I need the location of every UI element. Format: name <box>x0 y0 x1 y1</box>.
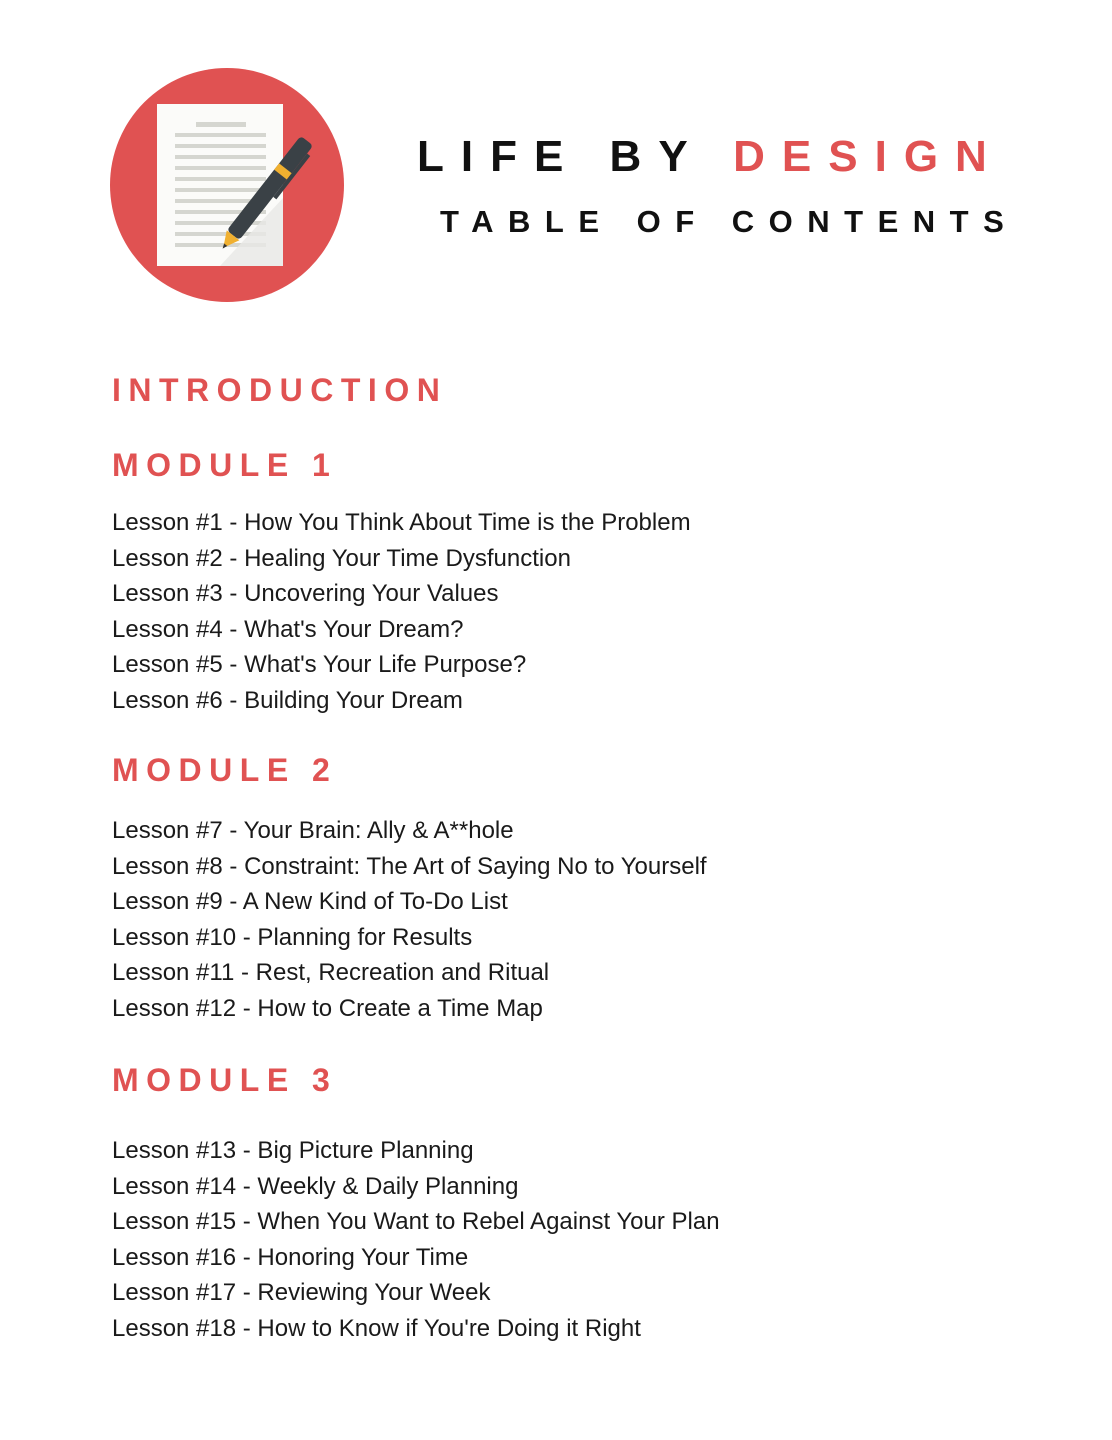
lesson-item: Lesson #15 - When You Want to Rebel Against Your Plan <box>112 1208 720 1235</box>
document-subtitle: TABLE OF CONTENTS <box>440 204 1019 239</box>
lesson-item: Lesson #12 - How to Create a Time Map <box>112 994 543 1022</box>
title-part-2: DESIGN <box>733 132 1004 181</box>
lesson-item: Lesson #10 - Planning for Results <box>112 923 473 951</box>
introduction-heading: INTRODUCTION <box>112 372 448 408</box>
module-2-heading: MODULE 2 <box>112 752 338 788</box>
lesson-item: Lesson #18 - How to Know if You're Doing it Right <box>112 1314 641 1342</box>
module-1-lessons <box>112 505 691 718</box>
lesson-item: Lesson #17 - Reviewing Your Week <box>112 1279 491 1306</box>
module-1-heading: MODULE 1 <box>112 447 338 483</box>
lesson-item: Lesson #6 - Building Your Dream <box>112 686 463 714</box>
lesson-item: Lesson #8 - Constraint: The Art of Saying No to Yourself <box>112 852 707 880</box>
document-title <box>417 132 1004 182</box>
lesson-item: Lesson #9 - A New Kind of To-Do List <box>112 888 508 915</box>
lesson-item: Lesson #5 - What's Your Life Purpose? <box>112 651 527 678</box>
module-3-lessons <box>112 1133 720 1346</box>
lesson-item: Lesson #3 - Uncovering Your Values <box>112 580 499 607</box>
lesson-item: Lesson #4 - What's Your Dream? <box>112 615 464 643</box>
title-part-1: LIFE BY <box>417 132 704 181</box>
lesson-item: Lesson #1 - How You Think About Time is the Problem <box>112 509 691 536</box>
lesson-item: Lesson #11 - Rest, Recreation and Ritual <box>112 959 550 986</box>
module-3-heading: MODULE 3 <box>112 1062 338 1098</box>
lesson-item: Lesson #14 - Weekly & Daily Planning <box>112 1172 519 1200</box>
lesson-item: Lesson #2 - Healing Your Time Dysfunction <box>112 544 571 572</box>
lesson-item: Lesson #16 - Honoring Your Time <box>112 1243 469 1271</box>
lesson-item: Lesson #13 - Big Picture Planning <box>112 1137 474 1164</box>
document-with-pen-icon <box>110 68 344 302</box>
lesson-item: Lesson #7 - Your Brain: Ally & A**hole <box>112 817 514 844</box>
module-2-lessons <box>112 813 707 1026</box>
